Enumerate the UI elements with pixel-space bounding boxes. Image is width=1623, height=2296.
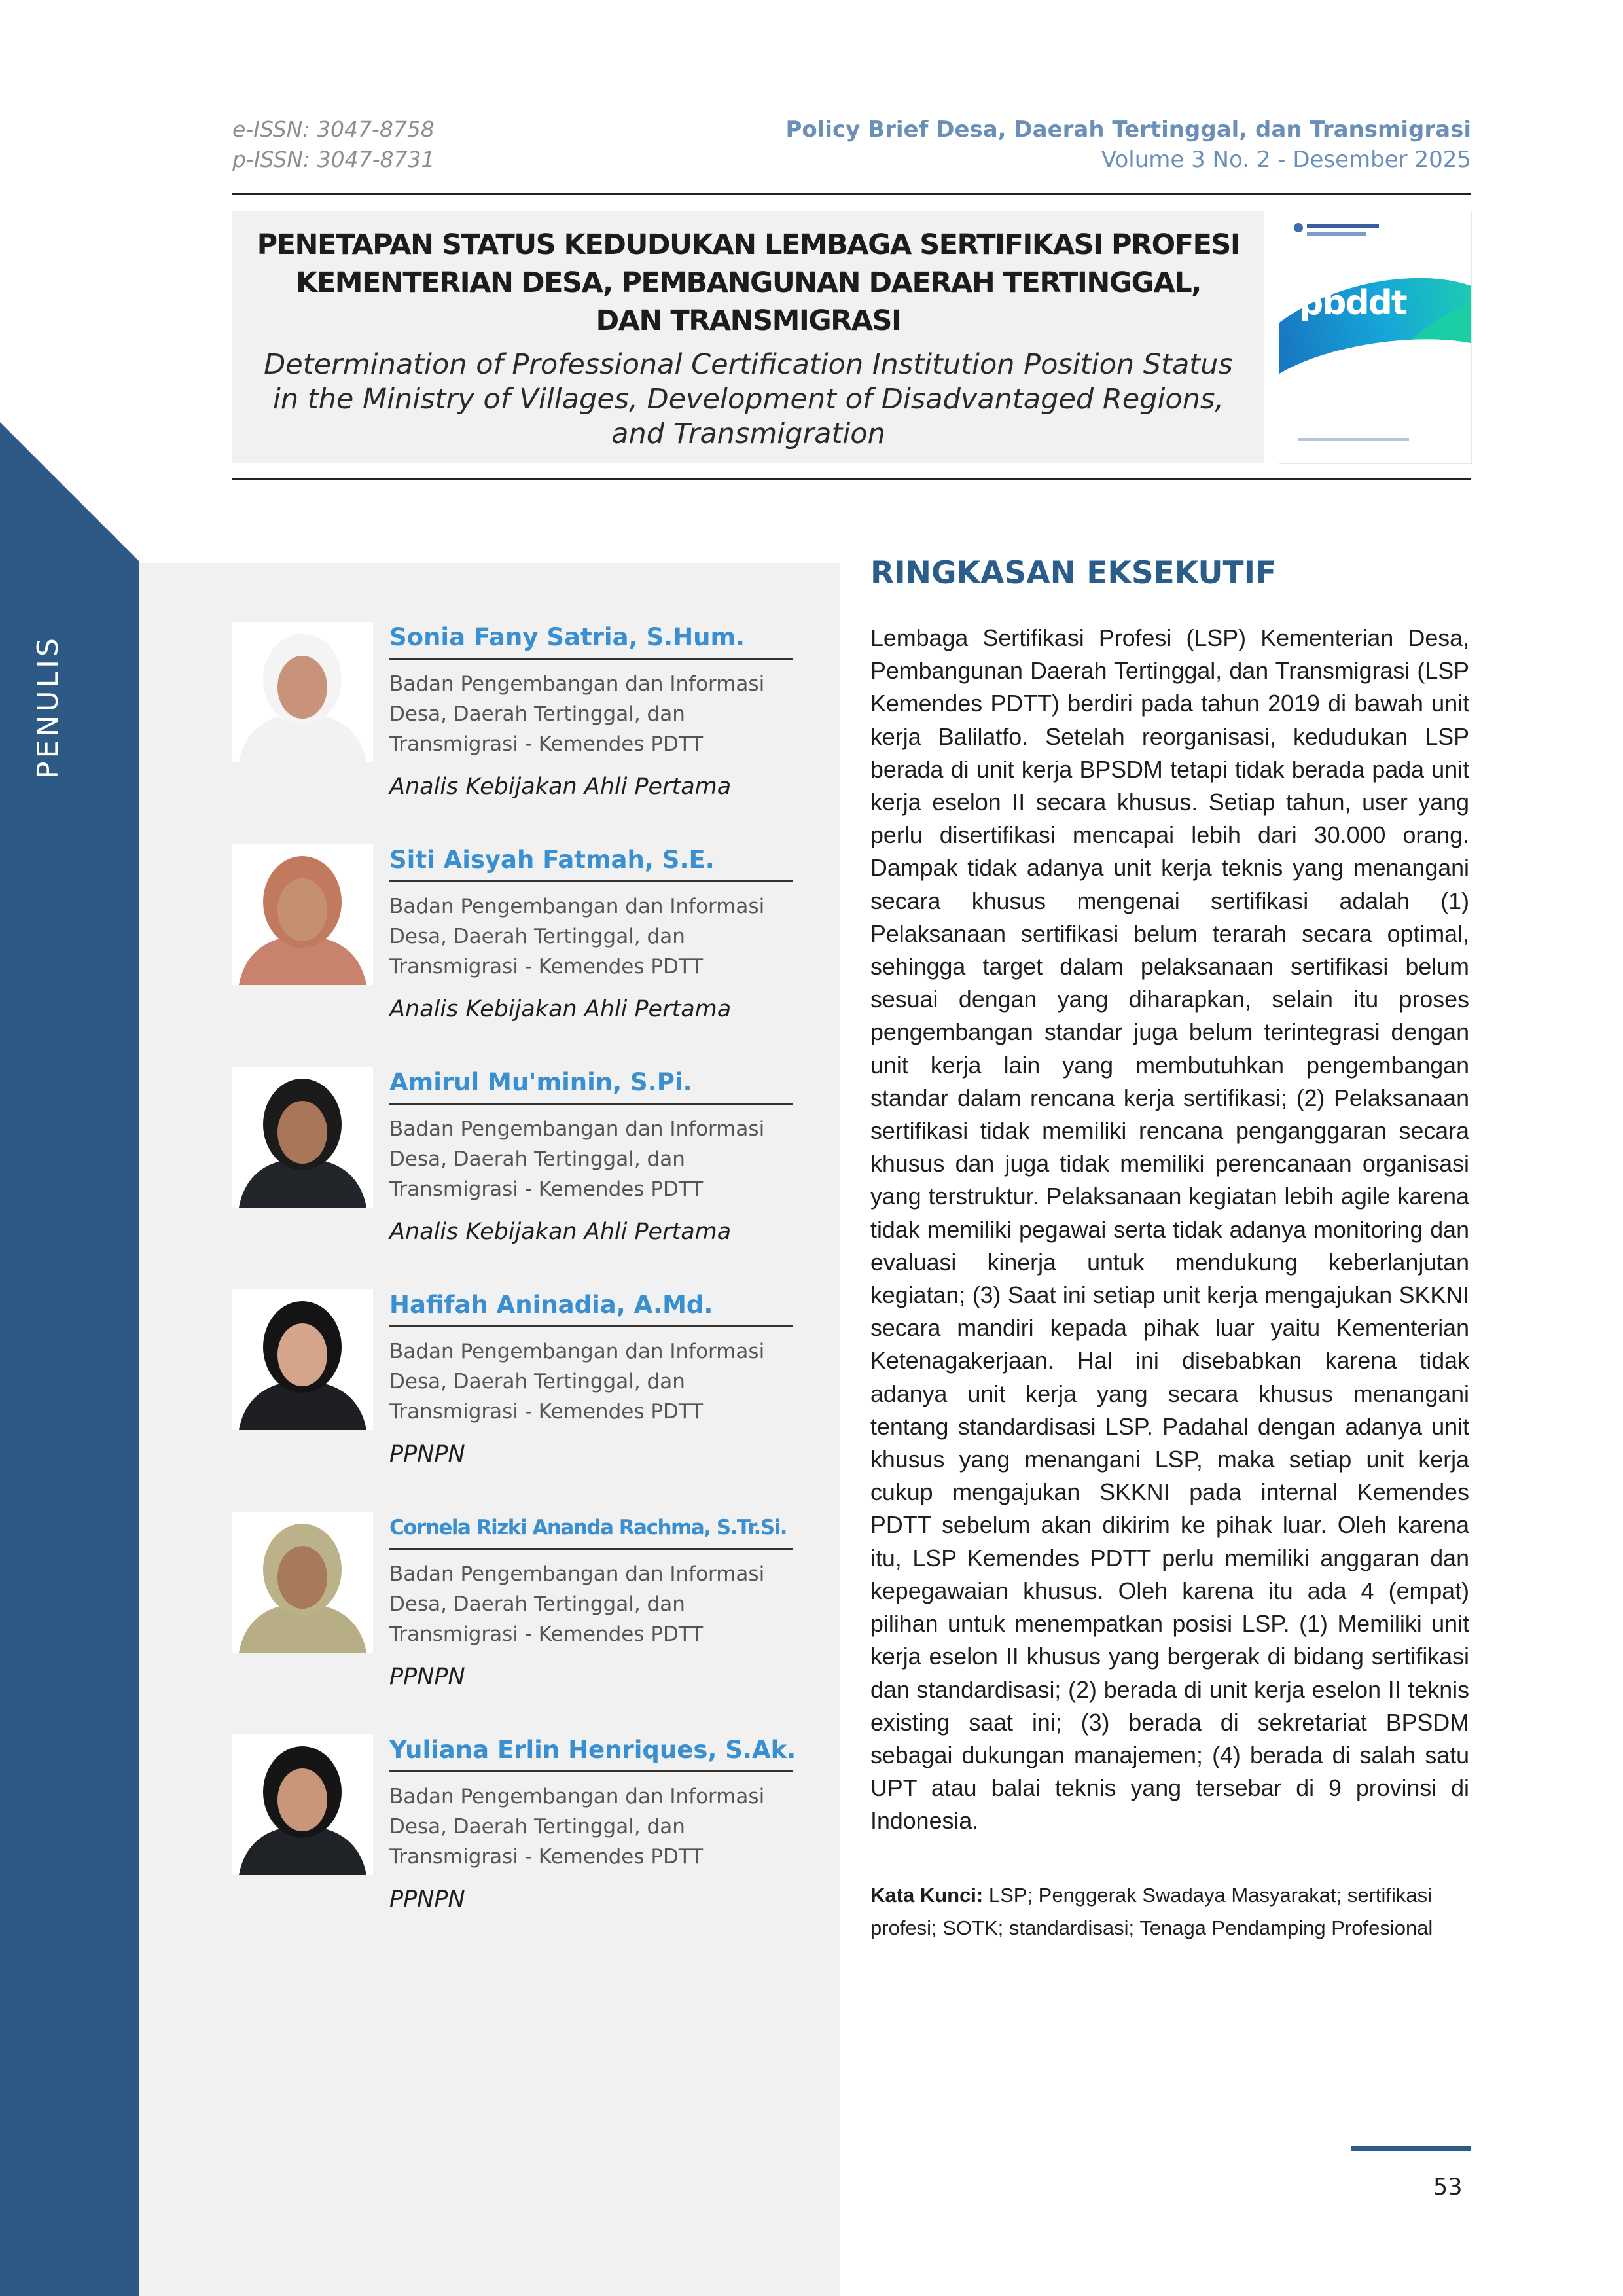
author-affiliation-line: Badan Pengembangan dan Informasi xyxy=(389,1117,765,1141)
journal-cover xyxy=(1279,211,1471,463)
author-affiliation-line: Desa, Daerah Tertinggal, dan xyxy=(389,702,685,726)
title-en-line-3: and Transmigration xyxy=(611,418,885,450)
author-name: Hafifah Aninadia, A.Md. xyxy=(389,1291,713,1319)
author-role: Analis Kebijakan Ahli Pertama xyxy=(389,1219,732,1245)
title-en-line-2: in the Ministry of Villages, Development of Disadvantaged Regions, xyxy=(272,383,1224,416)
author-name: Cornela Rizki Ananda Rachma, S.Tr.Si. xyxy=(389,1516,787,1539)
author-photo xyxy=(232,622,373,762)
cover-header-bar-2 xyxy=(1307,232,1366,236)
author-name-rule xyxy=(389,1325,793,1327)
author-affiliation-line: Transmigrasi - Kemendes PDTT xyxy=(389,1177,704,1201)
author-name-rule xyxy=(389,1103,793,1105)
author-name-rule xyxy=(389,1770,793,1772)
author-affiliation-line: Badan Pengembangan dan Informasi xyxy=(389,1562,765,1586)
keywords-label: Kata Kunci: xyxy=(870,1884,984,1907)
author-role: PPNPN xyxy=(389,1441,465,1467)
author-affiliation-line: Desa, Daerah Tertinggal, dan xyxy=(389,1147,685,1171)
cover-seal-icon xyxy=(1294,223,1303,232)
page-number-rule xyxy=(1351,2146,1471,2151)
author-photo xyxy=(232,1067,373,1208)
author-role: Analis Kebijakan Ahli Pertama xyxy=(389,774,732,800)
author-affiliation-line: Transmigrasi - Kemendes PDTT xyxy=(389,1845,704,1869)
title-box xyxy=(232,211,1264,463)
author-affiliation-line: Transmigrasi - Kemendes PDTT xyxy=(389,732,704,756)
sidebar-label: PENULIS xyxy=(31,635,65,779)
journal-name: Policy Brief Desa, Daerah Tertinggal, dan Transmigrasi xyxy=(785,117,1471,143)
author-role: PPNPN xyxy=(389,1886,465,1912)
cover-logo: pbddt xyxy=(1299,283,1406,323)
author-name-rule xyxy=(389,1548,793,1550)
title-id-line-1: PENETAPAN STATUS KEDUDUKAN LEMBAGA SERTIFIKASI PROFESI xyxy=(257,228,1240,261)
author-affiliation-line: Desa, Daerah Tertinggal, dan xyxy=(389,1592,685,1616)
author-affiliation xyxy=(389,1782,793,1872)
author-affiliation xyxy=(389,1559,793,1649)
author-photo xyxy=(232,1734,373,1875)
author-block xyxy=(232,844,802,1054)
author-name: Amirul Mu'minin, S.Pi. xyxy=(389,1068,692,1096)
title-id-line-2: KEMENTERIAN DESA, PEMBANGUNAN DAERAH TERTINGGAL, xyxy=(296,266,1201,299)
title-id-line-3: DAN TRANSMIGRASI xyxy=(596,304,901,337)
author-affiliation-line: Desa, Daerah Tertinggal, dan xyxy=(389,925,685,948)
author-block xyxy=(232,1067,802,1276)
title-rule xyxy=(232,478,1471,480)
cover-header-bar xyxy=(1307,224,1379,228)
author-affiliation-line: Desa, Daerah Tertinggal, dan xyxy=(389,1370,685,1393)
author-name: Yuliana Erlin Henriques, S.Ak. xyxy=(389,1736,796,1764)
page-number: 53 xyxy=(1433,2174,1463,2200)
author-name: Sonia Fany Satria, S.Hum. xyxy=(389,623,745,651)
author-block xyxy=(232,1512,802,1721)
author-affiliation-line: Badan Pengembangan dan Informasi xyxy=(389,895,765,918)
author-affiliation-line: Transmigrasi - Kemendes PDTT xyxy=(389,955,704,978)
author-role: PPNPN xyxy=(389,1664,465,1690)
author-affiliation xyxy=(389,891,793,982)
header-rule xyxy=(232,193,1471,195)
author-name-rule xyxy=(389,880,793,882)
author-affiliation xyxy=(389,1114,793,1204)
cover-footer-bar xyxy=(1298,438,1409,441)
eissn: e-ISSN: 3047-8758 xyxy=(232,117,435,142)
author-photo xyxy=(232,844,373,985)
author-photo xyxy=(232,1512,373,1653)
author-affiliation-line: Badan Pengembangan dan Informasi xyxy=(389,1785,765,1808)
keywords xyxy=(870,1879,1469,1945)
sidebar-band xyxy=(0,0,139,2296)
title-en-line-1: Determination of Professional Certification Institution Position Status xyxy=(264,348,1233,381)
keywords-text: LSP; Penggerak Swadaya Masyarakat; sertifikasi profesi; SOTK; standardisasi; Tenaga Pendamping Profesional xyxy=(870,1884,1433,1939)
author-affiliation xyxy=(389,1336,793,1427)
summary-heading: RINGKASAN EKSEKUTIF xyxy=(870,555,1277,591)
author-name: Siti Aisyah Fatmah, S.E. xyxy=(389,846,715,874)
journal-volume: Volume 3 No. 2 - Desember 2025 xyxy=(1101,147,1471,173)
author-photo xyxy=(232,1289,373,1430)
author-affiliation-line: Transmigrasi - Kemendes PDTT xyxy=(389,1623,704,1646)
author-block xyxy=(232,1289,802,1499)
author-affiliation xyxy=(389,669,793,759)
author-block xyxy=(232,1734,802,1944)
author-block xyxy=(232,622,802,831)
pissn: p-ISSN: 3047-8731 xyxy=(232,147,435,172)
author-affiliation-line: Badan Pengembangan dan Informasi xyxy=(389,672,765,696)
author-role: Analis Kebijakan Ahli Pertama xyxy=(389,996,732,1022)
author-affiliation-line: Transmigrasi - Kemendes PDTT xyxy=(389,1400,704,1424)
summary-body: Lembaga Sertifikasi Profesi (LSP) Kementerian Desa, Pembangunan Daerah Tertinggal, dan Transmigrasi (LSP Kemendes PDTT) berdiri pada tahun 2019 di bawah unit kerja Balilatfo. Setelah reorganisasi, kedudukan LSP berada di unit kerja BPSDM tetapi tidak berada pada unit kerja eselon II secara khusus. Setiap tahun, user yang perlu disertifikasi mencapai lebih dari 30.000 orang. Dampak tidak adanya unit kerja teknis yang menangani secara khusus mengenai sertifikasi adalah (1) Pelaksanaan sertifikasi belum terarah secara optimal, sehingga target dalam pelaksanaan sertifikasi belum sesuai dengan yang diharapkan, selain itu proses pengembangan standar juga belum terintegrasi dengan unit kerja lain yang membutuhkan pengembangan standar dalam rencana kerja sertifikasi; (2) Pelaksanaan sertifikasi tidak memiliki rencana penganggaran secara khusus dan juga tidak memiliki perencanaan organisasi yang terstruktur. Pelaksanaan kegiatan lebih agile karena tidak memiliki pegawai serta tidak adanya monitoring dan evaluasi kinerja untuk mendukung keberlanjutan kegiatan; (3) Saat ini setiap unit kerja mengajukan SKKNI secara mandiri kepada pihak luar yaitu Kementerian Ketenagakerjaan. Hal ini disebabkan karena tidak adanya unit kerja yang secara khusus menangani tentang standardisasi LSP. Padahal dengan adanya unit khusus yang menangani LSP, maka setiap unit kerja cukup mengajukan SKKNI pada internal Kemendes PDTT sebelum akan dikirim ke pihak luar. Oleh karena itu, LSP Kemendes PDTT perlu memiliki anggaran dan kepegawaian khusus. Oleh karena itu ada 4 (empat) pilihan untuk menempatkan posisi LSP. (1) Memiliki unit kerja eselon II khusus yang bergerak di bidang sertifikasi dan standardisasi; (2) berada di unit kerja eselon II teknis existing saat ini; (3) berada di sekretariat BPSDM sebagai dukungan manajemen; (4) berada di salah satu UPT atau balai teknis yang tersebar di 9 provinsi di Indonesia. xyxy=(870,625,1469,1835)
author-affiliation-line: Badan Pengembangan dan Informasi xyxy=(389,1340,765,1363)
author-affiliation-line: Desa, Daerah Tertinggal, dan xyxy=(389,1815,685,1839)
author-name-rule xyxy=(389,658,793,660)
